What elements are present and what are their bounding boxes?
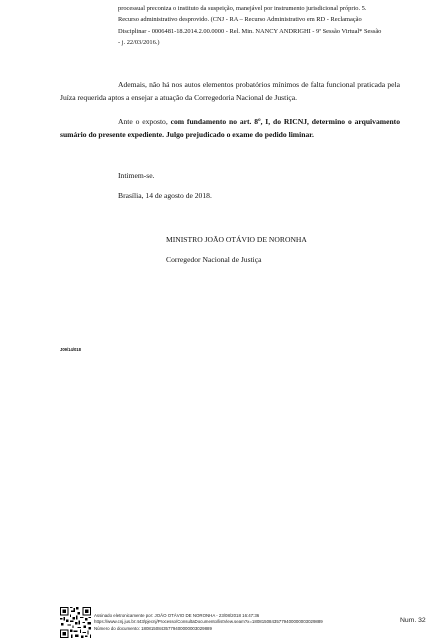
quote-line: Disciplinar - 0006481-18.2014.2.00.0000 - Rel. Min. NANCY ANDRIGHI - 9ª Sessão Virtual* Sessão	[118, 27, 382, 35]
document-number: Número do documento: 18081508435779400000003029889	[94, 625, 212, 631]
quote-line: Recurso administrativo desprovido. (CNJ - RA – Recurso Administrativo em RD - Reclamação	[118, 16, 362, 24]
closing-text: Intimem-se.	[118, 171, 155, 180]
paragraph-evidence	[60, 79, 400, 104]
document-url: https://www.cnj.jus.br:443/pjecnj/Processo/ConsultaDocumento/listView.seam?x=18081508435779400000003029889	[94, 619, 323, 625]
quote-line: processual preconiza o instituto da suspeição, manejável por instrumento jurisdicional próprio. 5.	[118, 5, 367, 12]
paragraph-evidence-text: Ademais, não há nos autos elementos probatórios mínimos de falta funcional praticada pela Juíza requerida aptos a ensejar a atuação da Corregedoria Nacional de Justiça.	[60, 80, 400, 102]
jurisprudence-quote	[118, 3, 400, 48]
quote-line: - j. 22/03/2016.)	[118, 38, 160, 46]
footer	[60, 607, 432, 641]
page-num-label: Num. 32	[400, 617, 426, 624]
signer-name: MINISTRO JOÃO OTÁVIO DE NORONHA	[166, 235, 307, 244]
paragraph-decision	[60, 116, 400, 141]
decision-intro: Ante o exposto,	[118, 117, 171, 126]
signed-by: Assinado eletronicamente por: JOÃO OTÁVIO DE NORONHA - 23/08/2018 16:47:36	[94, 613, 260, 618]
electronic-signature-info	[94, 613, 323, 632]
place-date: Brasília, 14 de agosto de 2018.	[118, 191, 212, 200]
document-code: J09/14/018	[60, 347, 81, 352]
qr-code-icon	[60, 607, 91, 638]
signer-role: Corregedor Nacional de Justiça	[166, 255, 262, 264]
decision-bold-text: com fundamento no art. 8º, I, do RICNJ, determino o arquivamento sumário do presente expediente. Julgo prejudicado o exame do pedido liminar.	[60, 117, 400, 139]
